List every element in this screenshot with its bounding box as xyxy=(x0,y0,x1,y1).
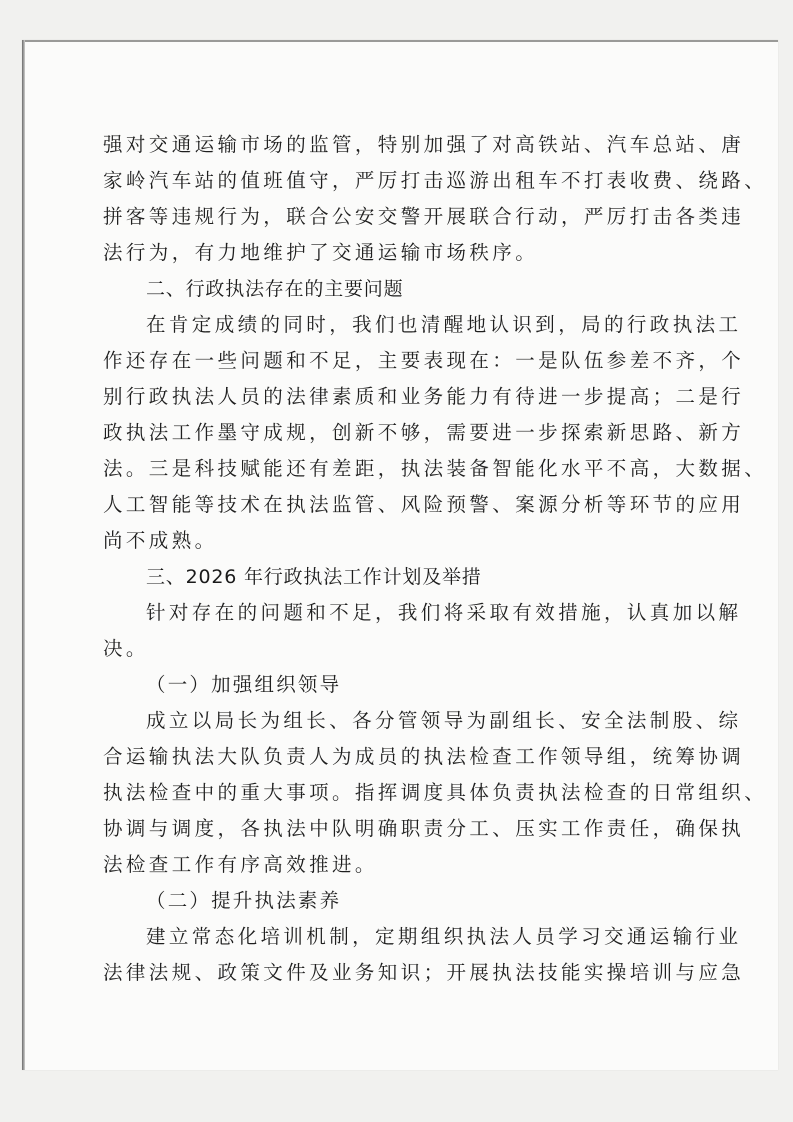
paragraph-line: 合运输执法大队负责人为成员的执法检查工作领导组，统筹协调 xyxy=(103,745,745,768)
paragraph-line: 法。三是科技赋能还有差距，执法装备智能化水平不高，大数据、 xyxy=(103,457,768,480)
paragraph-line: 家岭汽车站的值班值守，严厉打击巡游出租车不打表收费、绕路、 xyxy=(103,169,768,192)
paragraph-line: 法行为，有力地维护了交通运输市场秩序。 xyxy=(103,241,539,264)
paragraph-line: 人工智能等技术在执法监管、风险预警、案源分析等环节的应用 xyxy=(103,493,745,516)
paragraph-line: 成立以局长为组长、各分管领导为副组长、安全法制股、综 xyxy=(146,709,742,732)
paragraph-line: 别行政执法人员的法律素质和业务能力有待进一步提高；二是行 xyxy=(103,385,745,408)
paragraph-line: 针对存在的问题和不足，我们将采取有效措施，认真加以解 xyxy=(146,601,742,624)
document-page xyxy=(22,40,778,1070)
page-left-edge xyxy=(22,40,25,1070)
paragraph-line: 政执法工作墨守成规，创新不够，需要进一步探索新思路、新方 xyxy=(103,421,745,444)
paragraph-line: 决。 xyxy=(103,637,149,660)
subsection-heading-2: （二）提升执法素养 xyxy=(146,889,342,912)
paragraph-line: 协调与调度，各执法中队明确职责分工、压实工作责任，确保执 xyxy=(103,817,745,840)
paragraph-line: 法律法规、政策文件及业务知识；开展执法技能实操培训与应急 xyxy=(103,961,745,984)
paragraph-line: 拼客等违规行为，联合公安交警开展联合行动，严厉打击各类违 xyxy=(103,205,745,228)
paragraph-line: 建立常态化培训机制，定期组织执法人员学习交通运输行业 xyxy=(146,925,742,948)
page-top-edge xyxy=(22,40,778,42)
section-heading-2: 二、行政执法存在的主要问题 xyxy=(146,278,404,300)
subsection-heading-1: （一）加强组织领导 xyxy=(146,673,342,696)
section-heading-3: 三、2026 年行政执法工作计划及举措 xyxy=(146,566,482,588)
paragraph-line: 法检查工作有序高效推进。 xyxy=(103,853,378,876)
paragraph-line: 执法检查中的重大事项。指挥调度具体负责执法检查的日常组织、 xyxy=(103,781,768,804)
paragraph-line: 强对交通运输市场的监管，特别加强了对高铁站、汽车总站、唐 xyxy=(103,133,745,156)
paragraph-line: 尚不成熟。 xyxy=(103,529,218,552)
paragraph-line: 在肯定成绩的同时，我们也清醒地认识到，局的行政执法工 xyxy=(146,313,742,336)
paragraph-line: 作还存在一些问题和不足，主要表现在：一是队伍参差不齐，个 xyxy=(103,349,745,372)
